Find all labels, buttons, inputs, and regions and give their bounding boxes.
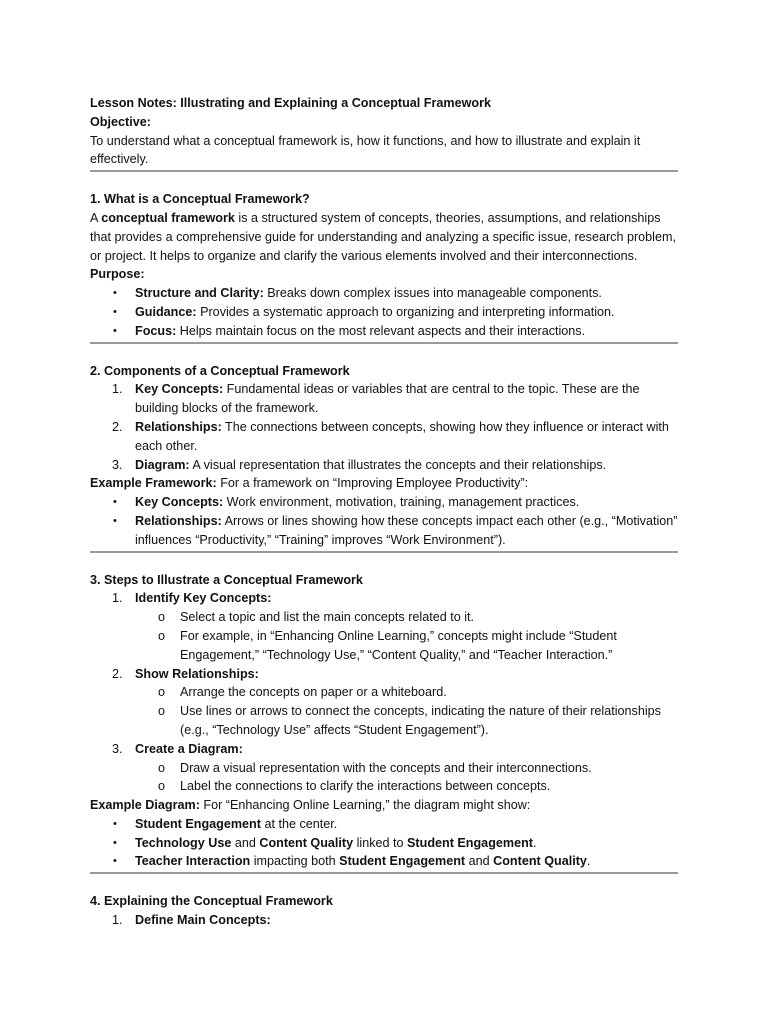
step-item: 2. Show Relationships: [112, 666, 259, 681]
purpose-item: • Guidance: Provides a systematic approach to organizing and interpreting information. [90, 303, 678, 322]
example-framework: Example Framework: For a framework on “Improving Employee Productivity”: [90, 476, 529, 491]
bullet-icon: • [113, 836, 117, 849]
example-framework-item: • Relationships: Arrows or lines showing how these concepts impact each other (e.g., “Motivation” influences “Productivity,” “Training” improves “Work Environment”). [113, 513, 678, 547]
section-1-heading: 1. What is a Conceptual Framework? [90, 192, 310, 207]
step-sub-item: o Use lines or arrows to connect the concepts, indicating the nature of their relationships (e.g., “Technology Use” affects “Student Engagement”). [158, 704, 661, 737]
step-sub-item: o Arrange the concepts on paper or a whiteboard. [158, 685, 447, 700]
section-divider [90, 170, 678, 172]
purpose-label: Purpose: [90, 267, 145, 282]
diagram-item: • Technology Use and Content Quality linked to Student Engagement. [90, 834, 678, 853]
component-item: 3. Diagram: A visual representation that illustrates the concepts and their relationships. [112, 457, 607, 472]
section-4-heading: 4. Explaining the Conceptual Framework [90, 894, 333, 909]
purpose-item: • Structure and Clarity: Breaks down complex issues into manageable components. [90, 284, 678, 303]
example-framework-item: • Key Concepts: Work environment, motivation, training, management practices. [90, 493, 678, 512]
diagram-item: • Student Engagement at the center. [90, 815, 678, 834]
step-sub-item: o Draw a visual representation with the concepts and their interconnections. [158, 760, 592, 775]
bullet-icon: • [113, 817, 117, 830]
step-sub-item: o Select a topic and list the main concepts related to it. [158, 610, 475, 625]
section-1-intro: A conceptual framework is a structured system of concepts, theories, assumptions, and relationships that provides a comprehensive guide for understanding and analyzing a specific issue, research problem, or project. It helps to organize and clarify the various elements involved and their interconnections. [90, 210, 676, 263]
bullet-icon: • [113, 496, 117, 509]
bullet-icon: • [113, 324, 117, 337]
section-divider [90, 551, 678, 553]
bullet-icon: • [113, 855, 117, 868]
step-item: 3. Create a Diagram: [112, 741, 243, 756]
objective-text: To understand what a conceptual framework is, how it functions, and how to illustrate and explain it effectively. [90, 133, 641, 167]
document-title: Lesson Notes: Illustrating and Explaining a Conceptual Framework [90, 96, 491, 110]
section-divider [90, 872, 678, 874]
step-sub-item: o For example, in “Enhancing Online Learning,” concepts might include “Student Engagement,” “Technology Use,” “Content Quality,” and “Teacher Interaction.” [158, 628, 617, 662]
purpose-item: • Focus: Helps maintain focus on the most relevant aspects and their interactions. [90, 322, 678, 341]
component-item: 2. Relationships: The connections between concepts, showing how they influence or interact with each other. [112, 419, 669, 453]
example-diagram: Example Diagram: For “Enhancing Online Learning,” the diagram might show: [90, 798, 531, 813]
explain-item: 1. Define Main Concepts: [112, 913, 271, 928]
bullet-icon: • [113, 305, 117, 318]
bullet-icon: • [113, 514, 117, 527]
objective-label: Objective: [90, 114, 151, 129]
component-item: 1. Key Concepts: Fundamental ideas or variables that are central to the topic. These are the building blocks of the framework. [112, 382, 640, 416]
section-divider [90, 342, 678, 344]
step-item: 1. Identify Key Concepts: [112, 591, 272, 606]
step-sub-item: o Label the connections to clarify the interactions between concepts. [158, 779, 551, 794]
section-2-heading: 2. Components of a Conceptual Framework [90, 363, 350, 378]
diagram-item: • Teacher Interaction impacting both Student Engagement and Content Quality. [90, 852, 678, 871]
bullet-icon: • [113, 287, 117, 300]
section-3-heading: 3. Steps to Illustrate a Conceptual Framework [90, 572, 363, 587]
